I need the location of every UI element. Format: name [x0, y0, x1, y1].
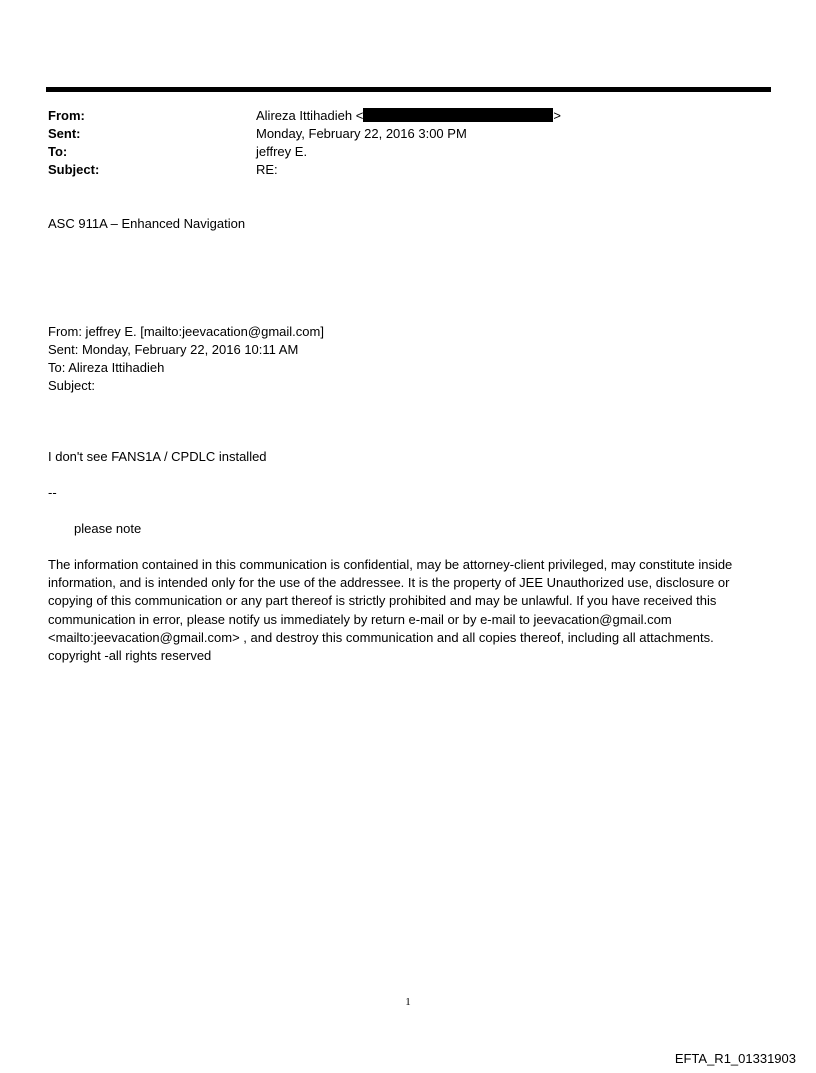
- bates-number: EFTA_R1_01331903: [674, 1051, 796, 1066]
- subject-value: RE:: [256, 162, 278, 177]
- header-rule: [46, 87, 771, 92]
- signature-separator: --: [48, 485, 57, 500]
- to-value: jeffrey E.: [256, 144, 308, 159]
- from-value: [256, 107, 561, 125]
- sent-value: Monday, February 22, 2016 3:00 PM: [256, 126, 467, 141]
- from-close: >: [553, 108, 561, 123]
- confidentiality-disclaimer: The information contained in this communication is confidential, may be attorney-client privileged, may constitute inside information, and is intended only for the use of the addressee. It is the property of JEE Unauthorized use, disclosure or copying of this communication or any part thereof is strictly prohibited and may be unlawful. If you have received this communication in error, please notify us immediately by return e-mail or by e-mail to jeevacation@gmail.com <mailto:jeevacation@gmail.com> , and destroy this communication and all copies thereof, including all attachments. copyright -all rights reserved: [48, 557, 733, 664]
- from-name: Alireza Ittihadieh <: [256, 108, 364, 123]
- quoted-from-line: From: jeffrey E. [mailto:jeevacation@gmail.com]: [48, 324, 324, 339]
- page-number: 1: [405, 996, 411, 1008]
- quoted-body: I don't see FANS1A / CPDLC installed: [48, 449, 267, 464]
- quoted-to-line: To: Alireza Ittihadieh: [48, 360, 165, 375]
- to-label: To:: [48, 144, 68, 159]
- please-note: please note: [74, 521, 142, 536]
- quoted-sent-line: Sent: Monday, February 22, 2016 10:11 AM: [48, 342, 299, 357]
- redaction-box: [363, 108, 553, 122]
- sent-label: Sent:: [48, 126, 81, 141]
- reply-body: ASC 911A – Enhanced Navigation: [48, 216, 246, 231]
- quoted-subject-line: Subject:: [48, 378, 95, 393]
- from-label: From:: [48, 108, 85, 123]
- subject-label: Subject:: [48, 162, 100, 177]
